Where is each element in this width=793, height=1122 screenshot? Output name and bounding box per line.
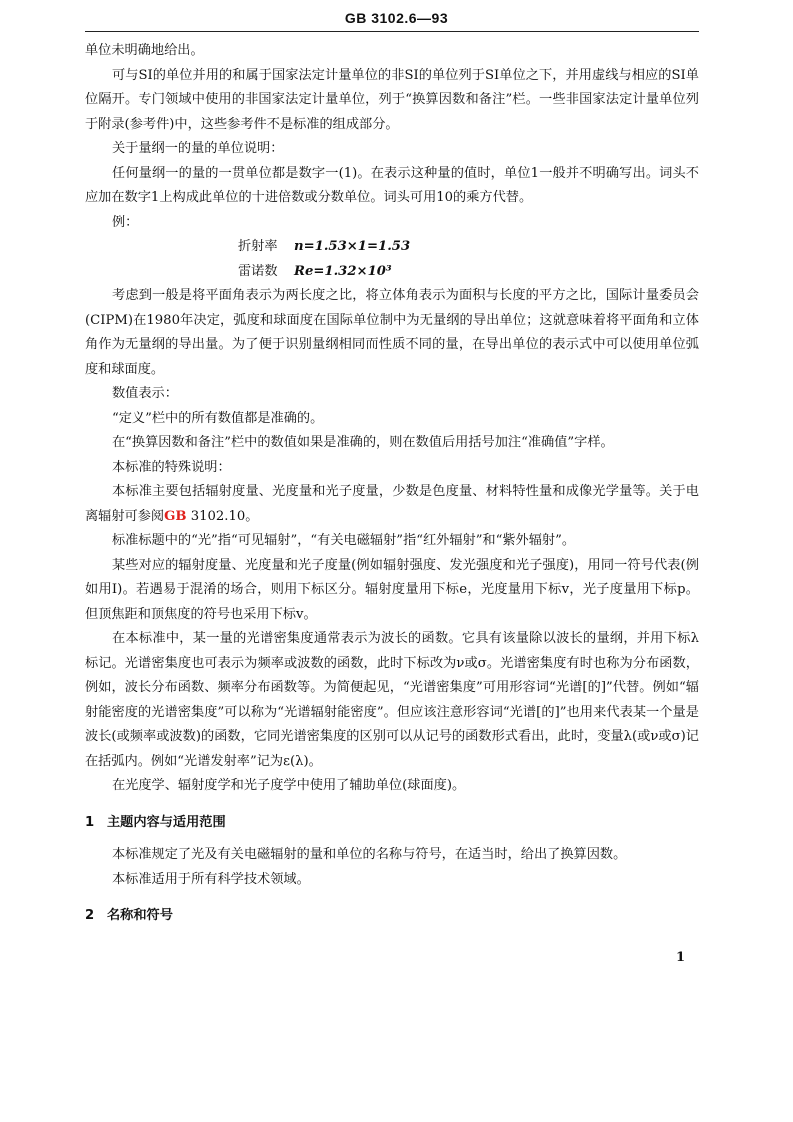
section-2-number: 2 xyxy=(85,908,95,923)
intro-p6: 考虑到一般是将平面角表示为两长度之比，将立体角表示为面积与长度的平方之比，国际计量委员会(CIPM)在1980年决定，弧度和球面度在国际单位制中为无量纲的导出单位；这就意味着将平面角和立体角作为无量纲的导出量。为了便于识别量纲相同而性质不同的量，在导出单位的表示式中可以使用单位弧度和球面度。 xyxy=(85,288,699,377)
section-1-p2: 本标准适用于所有科学技术领域。 xyxy=(112,871,310,887)
intro-p11-tail: 3102.10。 xyxy=(186,508,259,524)
intro-p15: 在光度学、辐射度学和光子度学中使用了辅助单位(球面度)。 xyxy=(112,778,466,793)
intro-p9: 在“换算因数和备注”栏中的数值如果是准确的，则在数值后用括号加注“准确值”字样。 xyxy=(112,435,614,450)
page-body xyxy=(85,39,699,937)
intro-p5: 例： xyxy=(112,214,139,230)
intro-p8: “定义”栏中的所有数值都是准确的。 xyxy=(112,410,324,426)
example1-equation: n=1.53×1=1.53 xyxy=(294,239,411,254)
header-rule xyxy=(85,31,699,32)
example2-label: 雷诺数 xyxy=(238,263,278,279)
intro-p14: 在本标准中，某一量的光谱密集度通常表示为波长的函数。它具有该量除以波长的量纲，并用下标λ标记。光谱密集度也可表示为频率或波数的函数，此时下标改为ν或σ。光谱密集度有时也称为分布函数，例如，波长分布函数、频率分布函数等。为简便起见，“光谱密集度”可用形容词“光谱[的]”代替。例如“辐射能密度的光谱密集度”可以称为“光谱辐射能密度”。但应该注意形容词“光谱[的]”也用来代表某一个量是波长(或频率或波数)的函数，它同光谱密集度的区别可以从记号的函数形式看出，此时，变量λ(或ν或σ)记在括弧内。例如“光谱发射率”记为ε(λ)。 xyxy=(85,631,699,769)
intro-p3: 关于量纲一的量的单位说明： xyxy=(112,141,284,156)
example-row-2 xyxy=(85,260,699,285)
intro-p13: 某些对应的辐射度量、光度量和光子度量(例如辐射强度、发光强度和光子强度)，用同一符号代表(例如用I)。若遇易于混淆的场合，则用下标区分。辐射度量用下标e，光度量用下标v，光子度量用下标p。但顶焦距和顶焦度的符号也采用下标v。 xyxy=(85,557,699,622)
intro-p10: 本标准的特殊说明： xyxy=(112,459,231,475)
example-row-1 xyxy=(85,235,699,260)
intro-p7: 数值表示： xyxy=(112,386,178,401)
intro-p11 xyxy=(85,480,699,529)
section-2-heading xyxy=(85,904,699,929)
section-1-p1: 本标准规定了光及有关电磁辐射的量和单位的名称与符号，在适当时，给出了换算因数。 xyxy=(112,847,627,862)
header-code: GB 3102.6—93 xyxy=(344,10,449,26)
intro-p12: 标准标题中的“光”指“可见辐射”，“有关电磁辐射”指“红外辐射”和“紫外辐射”。 xyxy=(112,533,576,548)
section-1-heading xyxy=(85,811,699,836)
example1-label: 折射率 xyxy=(238,239,278,254)
intro-p2: 可与SI的单位并用的和属于国家法定计量单位的非SI的单位列于SI单位之下，并用虚线与相应的SI单位隔开。专门领域中使用的非国家法定计量单位，列于“换算因数和备注”栏。一些非国家法定计量单位列于附录(参考件)中，这些参考件不是标准的组成部分。 xyxy=(85,67,699,132)
example2-equation: Re=1.32×10³ xyxy=(294,263,392,279)
section-2-title: 名称和符号 xyxy=(107,908,173,923)
section-1-number: 1 xyxy=(85,814,95,830)
gb-link[interactable]: GB xyxy=(164,508,187,524)
page-number: 1 xyxy=(676,950,686,965)
intro-p11-text: 本标准主要包括辐射度量、光度量和光子度量，少数是色度量、材料特性量和成像光学量等。关于电离辐射可参阅 xyxy=(85,484,699,524)
intro-p4: 任何量纲一的量的一贯单位都是数字一(1)。在表示这种量的值时，单位1一般并不明确写出。词头不应加在数字1上构成此单位的十进倍数或分数单位。词头可用10的乘方代替。 xyxy=(85,165,699,205)
intro-p1: 单位未明确地给出。 xyxy=(85,43,204,58)
section-1-title: 主题内容与适用范围 xyxy=(107,814,226,830)
